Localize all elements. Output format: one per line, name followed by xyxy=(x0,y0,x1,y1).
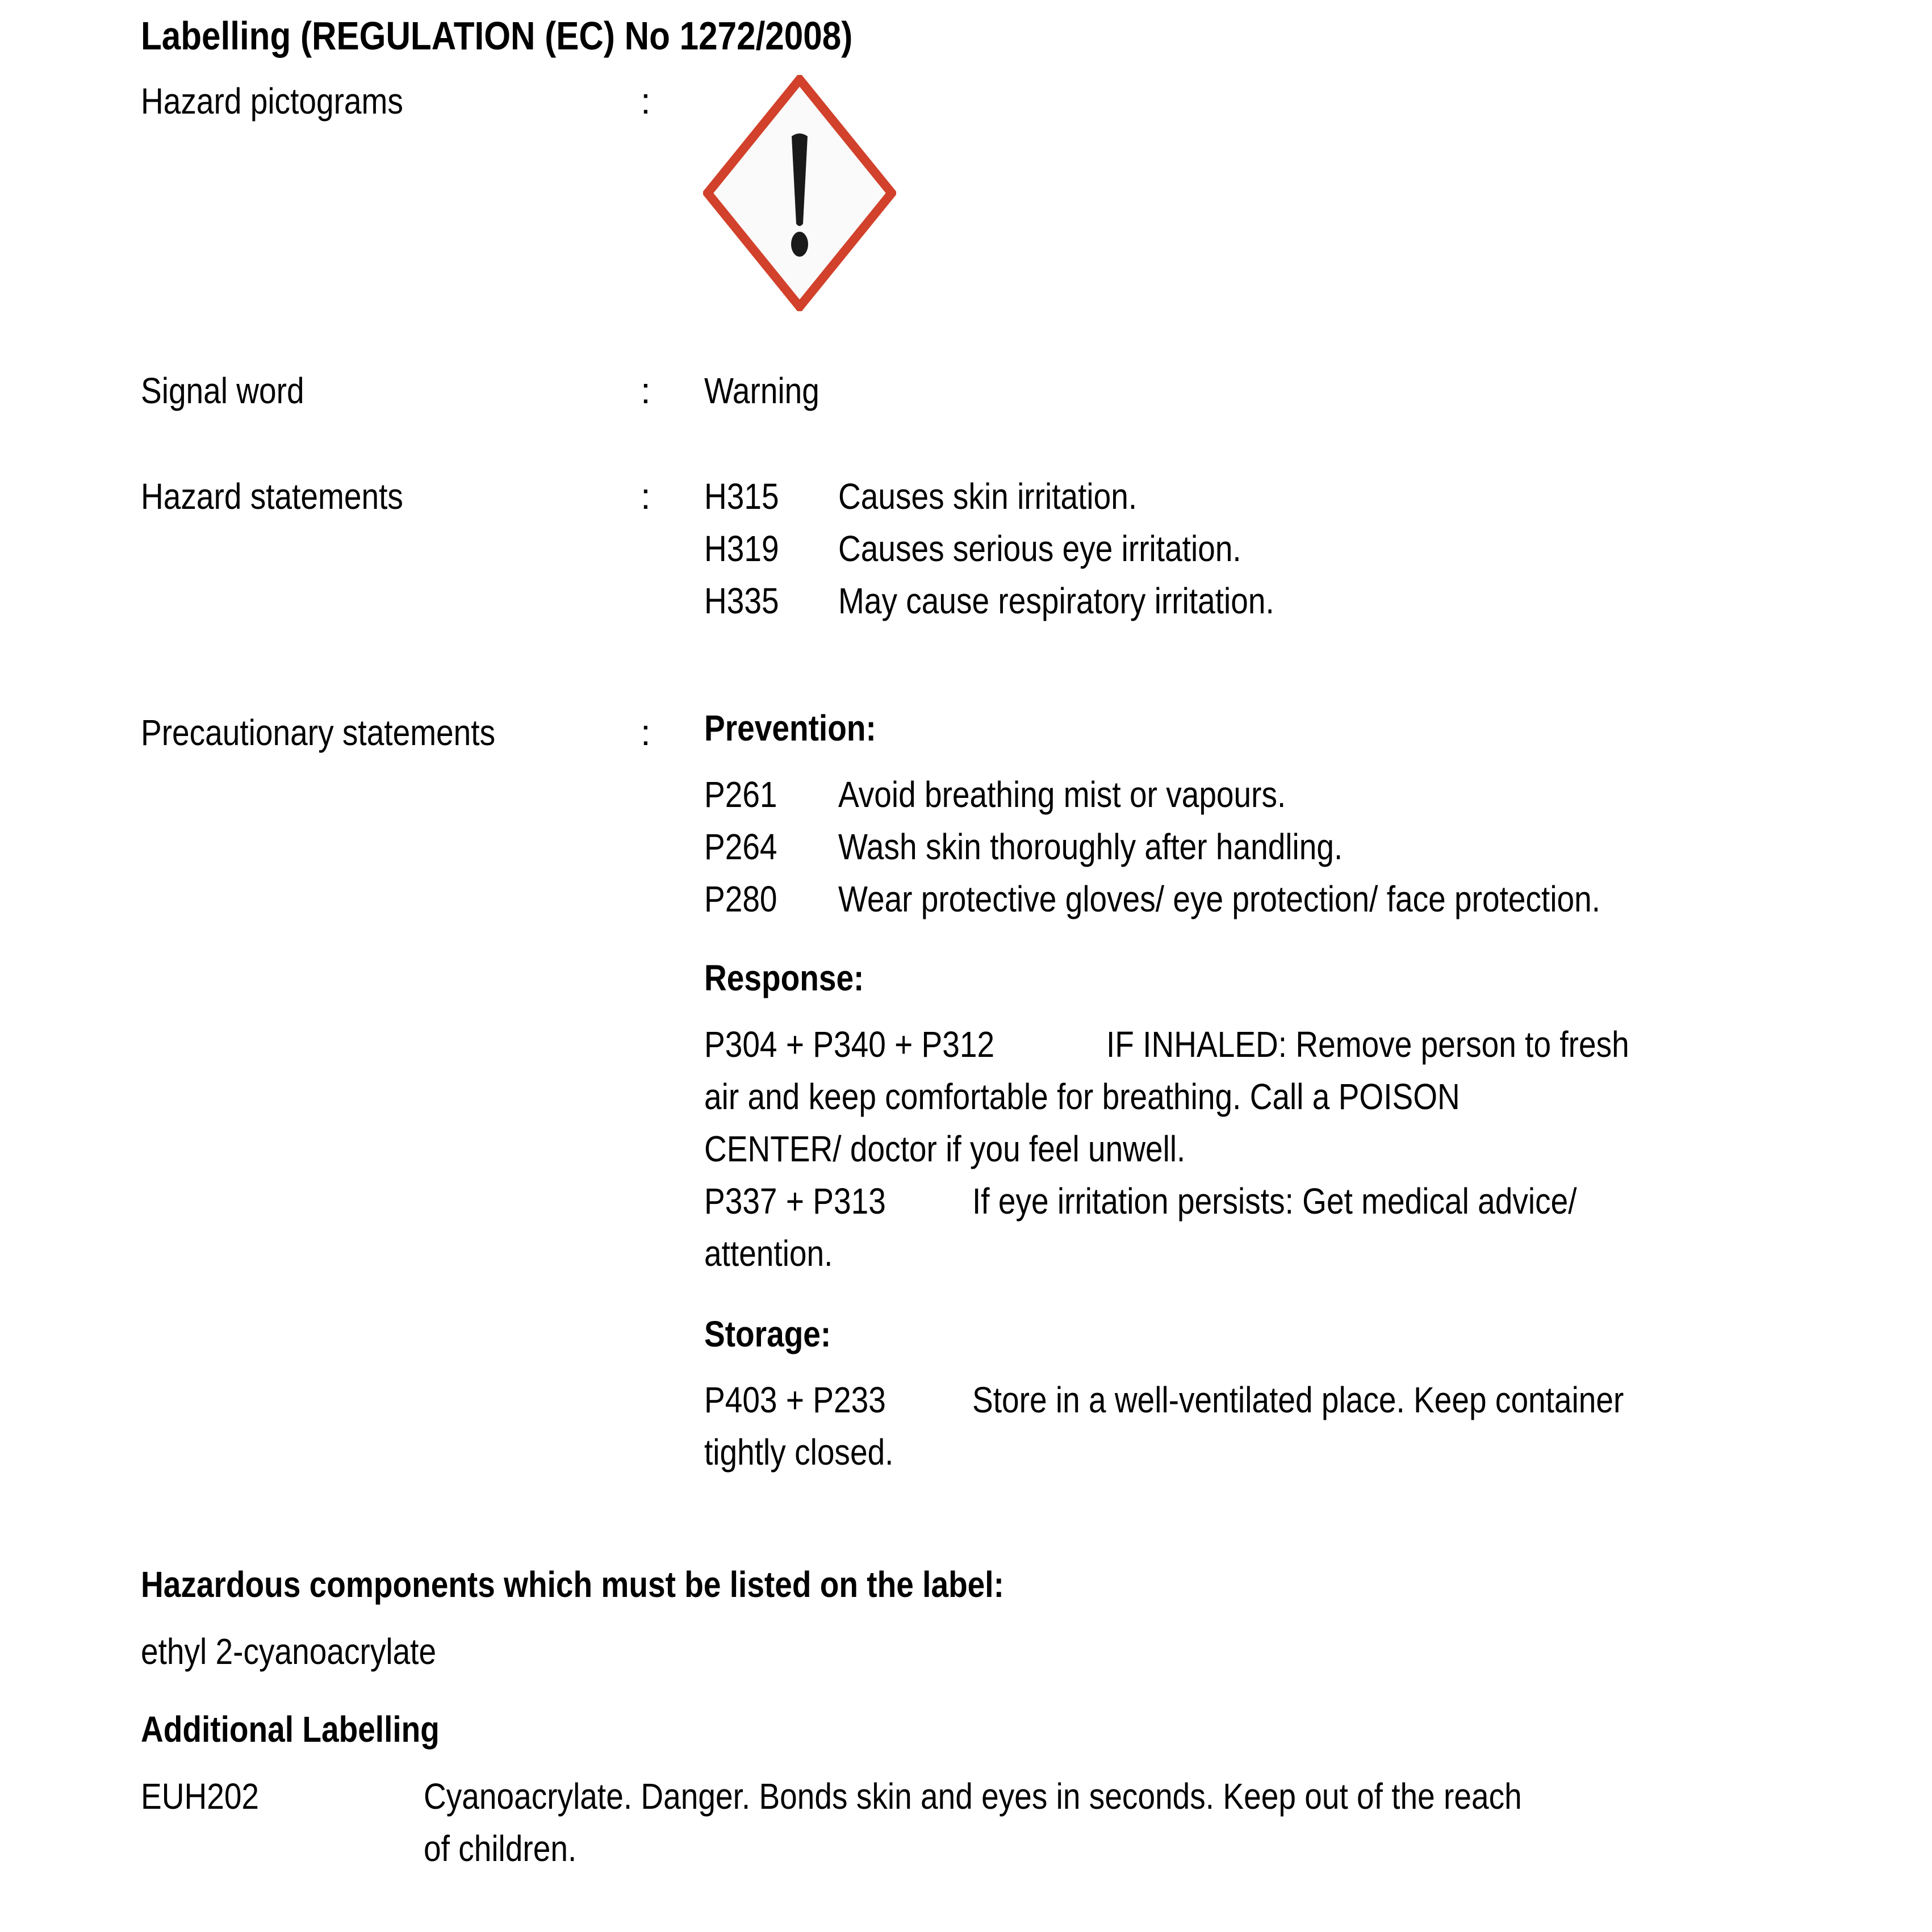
storage-text: tightly closed. xyxy=(704,1432,894,1473)
precautionary-statements-colon: : xyxy=(641,712,651,753)
response-text: CENTER/ doctor if you feel unwell. xyxy=(704,1128,1186,1169)
signal-word-value: Warning xyxy=(704,370,819,411)
hazard-code: H335 xyxy=(704,580,779,621)
additional-code: EUH202 xyxy=(141,1776,260,1817)
prevention-text: Wear protective gloves/ eye protection/ face protection. xyxy=(838,879,1601,919)
hazard-statements-label: Hazard statements xyxy=(141,476,403,517)
hazard-statements-colon: : xyxy=(641,476,651,517)
response-text: air and keep comfortable for breathing. Call a POISON xyxy=(704,1076,1460,1117)
components-heading: Hazardous components which must be listed on the label: xyxy=(141,1564,1004,1605)
hazard-code: H319 xyxy=(704,528,779,569)
prevention-code: P264 xyxy=(704,826,777,867)
pictograms-colon: : xyxy=(641,81,651,122)
signal-word-label: Signal word xyxy=(141,370,304,411)
page-title: Labelling (REGULATION (EC) No 1272/2008) xyxy=(141,14,853,58)
pictograms-label: Hazard pictograms xyxy=(141,81,403,122)
prevention-text: Wash skin thoroughly after handling. xyxy=(838,826,1343,867)
components-value: ethyl 2-cyanoacrylate xyxy=(141,1631,437,1672)
exclamation-mark-icon xyxy=(703,75,896,311)
hazard-code: H315 xyxy=(704,476,779,517)
storage-text: Store in a well-ventilated place. Keep container xyxy=(972,1379,1624,1420)
prevention-heading: Prevention: xyxy=(704,708,876,748)
hazard-text: Causes serious eye irritation. xyxy=(838,528,1241,569)
hazard-text: Causes skin irritation. xyxy=(838,476,1138,517)
response-text: IF INHALED: Remove person to fresh xyxy=(1106,1024,1629,1065)
response-text: attention. xyxy=(704,1233,833,1274)
precautionary-statements-label: Precautionary statements xyxy=(141,712,496,753)
response-text: If eye irritation persists: Get medical advice/ xyxy=(972,1181,1577,1222)
storage-code: P403 + P233 xyxy=(704,1379,886,1420)
additional-text: Cyanoacrylate. Danger. Bonds skin and eyes in seconds. Keep out of the reach xyxy=(424,1776,1522,1817)
prevention-text: Avoid breathing mist or vapours. xyxy=(838,774,1286,815)
hazard-text: May cause respiratory irritation. xyxy=(838,580,1274,621)
response-heading: Response: xyxy=(704,957,864,998)
response-code: P337 + P313 xyxy=(704,1181,886,1222)
storage-heading: Storage: xyxy=(704,1314,831,1354)
signal-word-colon: : xyxy=(641,370,651,411)
additional-text: of children. xyxy=(424,1828,577,1869)
additional-labelling-heading: Additional Labelling xyxy=(141,1709,440,1750)
prevention-code: P261 xyxy=(704,774,777,815)
prevention-code: P280 xyxy=(704,879,777,919)
response-code: P304 + P340 + P312 xyxy=(704,1024,995,1065)
